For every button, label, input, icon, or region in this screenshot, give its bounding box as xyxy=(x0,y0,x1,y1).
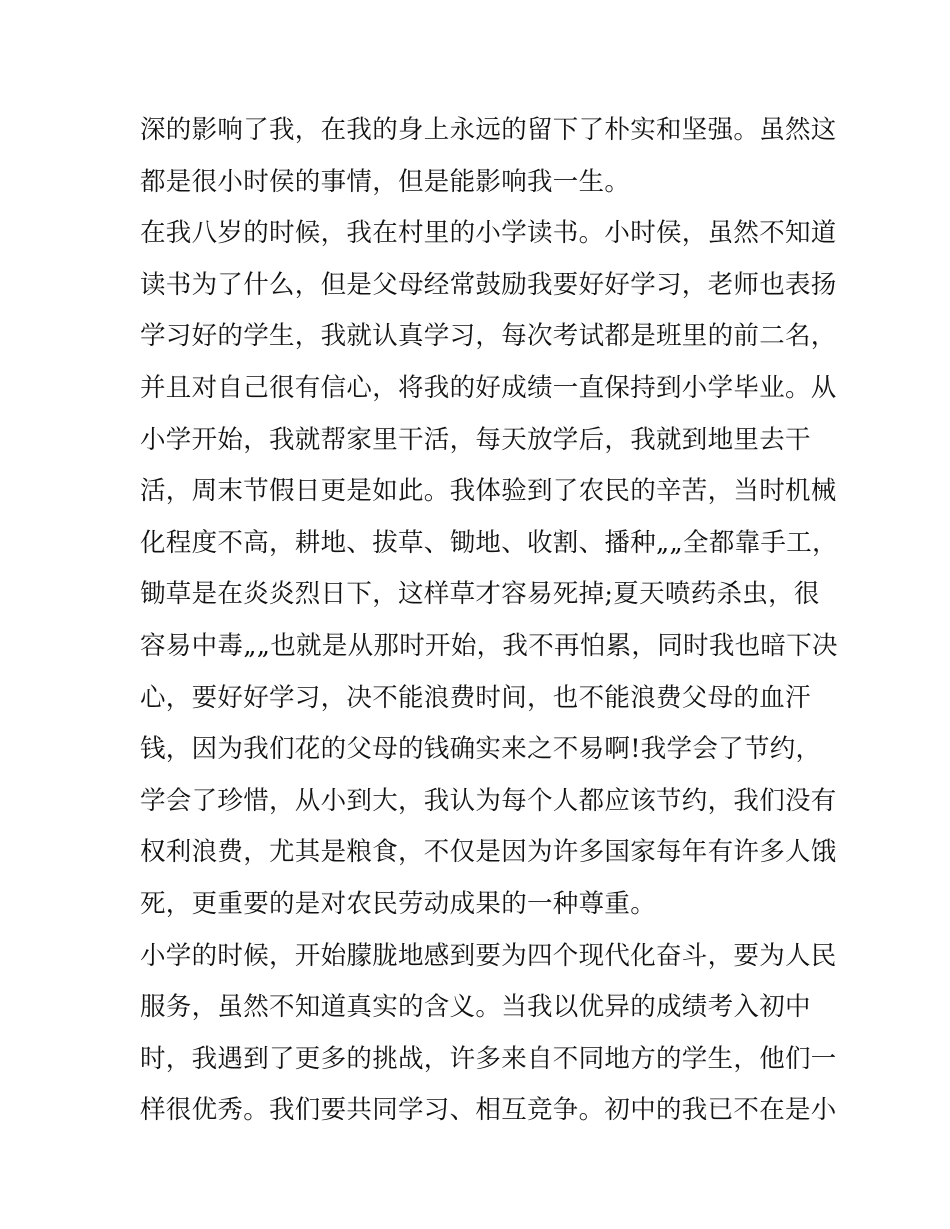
text-line: 活，周末节假日更是如此。我体验到了农民的辛苦，当时机械 xyxy=(140,476,837,507)
text-line: 在我八岁的时候，我在村里的小学读书。小时侯，虽然不知道 xyxy=(140,218,837,249)
text-line: 深的影响了我，在我的身上永远的留下了朴实和坚强。虽然这 xyxy=(140,115,837,145)
text-line: 学习好的学生，我就认真学习，每次考试都是班里的前二名， xyxy=(140,321,837,352)
text-line: 都是很小时侯的事情，但是能影响我一生。 xyxy=(140,166,631,197)
text-line: 死，更重要的是对农民劳动成果的一种尊重。 xyxy=(140,888,657,919)
text-line: 时，我遇到了更多的挑战，许多来自不同地方的学生，他们一 xyxy=(140,1043,837,1074)
text-line: 锄草是在炎炎烈日下，这样草才容易死掉;夏天喷药杀虫，很 xyxy=(140,579,820,610)
text-line: 钱，因为我们花的父母的钱确实来之不易啊!我学会了节约， xyxy=(140,734,822,765)
text-line: 小学开始，我就帮家里干活，每天放学后，我就到地里去干 xyxy=(140,424,811,455)
text-line: 样很优秀。我们要共同学习、相互竞争。初中的我已不在是小 xyxy=(140,1095,837,1126)
text-line: 小学的时候，开始朦胧地感到要为四个现代化奋斗，要为人民 xyxy=(140,940,837,971)
text-line: 学会了珍惜，从小到大，我认为每个人都应该节约，我们没有 xyxy=(140,785,837,816)
text-line: 心，要好好学习，决不能浪费时间，也不能浪费父母的血汗 xyxy=(140,682,811,713)
text-line: 并且对自己很有信心，将我的好成绩一直保持到小学毕业。从 xyxy=(140,372,837,403)
text-line: 化程度不高，耕地、拔草、锄地、收割、播种„„全都靠手工， xyxy=(140,527,838,558)
text-line: 读书为了什么，但是父母经常鼓励我要好好学习，老师也表扬 xyxy=(140,269,837,300)
text-line: 服务，虽然不知道真实的含义。当我以优异的成绩考入初中 xyxy=(140,992,811,1023)
body-text xyxy=(140,105,838,1137)
text-line: 权利浪费，尤其是粮食，不仅是因为许多国家每年有许多人饿 xyxy=(140,837,837,868)
text-line: 容易中毒„„也就是从那时开始，我不再怕累，同时我也暗下决 xyxy=(140,630,838,661)
